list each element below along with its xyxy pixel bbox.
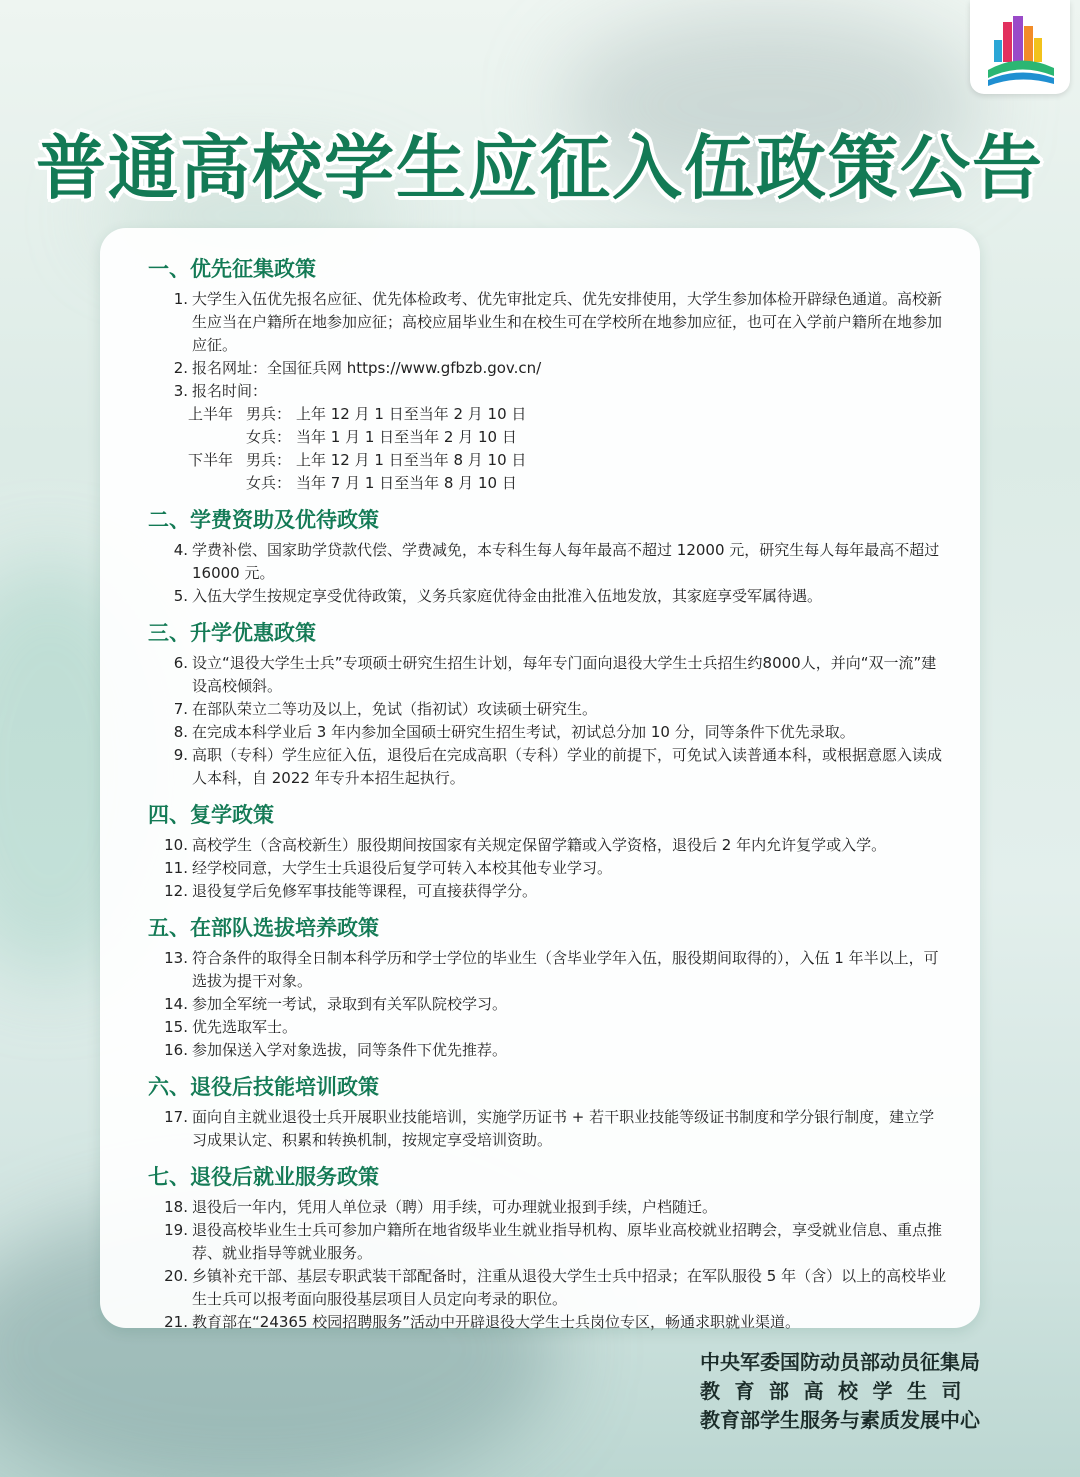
item-number: 1. — [173, 290, 188, 308]
item-text: 教育部在“24365 校园招聘服务”活动中开辟退役大学生士兵岗位专区，畅通求职就业渠道。 — [192, 1313, 801, 1331]
item-number: 5. — [173, 587, 188, 605]
schedule-range: 当年 7 月 1 日至当年 8 月 10 日 — [296, 474, 517, 492]
policy-item — [148, 539, 948, 585]
item-text: 设立“退役大学生士兵”专项硕士研究生招生计划，每年专门面向退役大学生士兵招生约8000人，并向“双一流”建设高校倾斜。 — [192, 654, 937, 695]
item-text: 退役后一年内，凭用人单位录（聘）用手续，可办理就业报到手续，户档随迁。 — [192, 1198, 718, 1216]
policy-item — [148, 1016, 948, 1039]
item-number: 15. — [164, 1018, 188, 1036]
item-text: 退役高校毕业生士兵可参加户籍所在地省级毕业生就业指导机构、原毕业高校就业招聘会，享受就业信息、重点推荐、就业指导等就业服务。 — [192, 1221, 943, 1262]
section-title: 七、退役后就业服务政策 — [148, 1165, 379, 1189]
schedule-half — [188, 472, 246, 495]
policy-item — [148, 1039, 948, 1062]
item-number: 17. — [164, 1108, 188, 1126]
policy-item — [148, 652, 948, 698]
schedule-half: 上半年 — [188, 405, 234, 423]
schedule-range: 上年 12 月 1 日至当年 8 月 10 日 — [296, 451, 527, 469]
city-skyline-logo-icon — [970, 0, 1070, 94]
schedule-row — [148, 426, 948, 449]
schedule-sex: 男兵： — [246, 451, 292, 469]
issuer-block — [700, 1348, 980, 1435]
item-number: 9. — [173, 746, 188, 764]
policy-item — [148, 744, 948, 790]
policy-item — [148, 1265, 948, 1311]
item-text: 报名网址：全国征兵网 https://www.gfbzb.gov.cn/ — [192, 359, 542, 377]
item-number: 8. — [173, 723, 188, 741]
schedule-sex: 男兵： — [246, 405, 292, 423]
item-number: 20. — [164, 1267, 188, 1285]
schedule-range: 上年 12 月 1 日至当年 2 月 10 日 — [296, 405, 527, 423]
item-text: 经学校同意，大学生士兵退役后复学可转入本校其他专业学习。 — [192, 859, 613, 877]
item-number: 11. — [164, 859, 188, 877]
item-number: 6. — [173, 654, 188, 672]
schedule-sex: 女兵： — [246, 474, 292, 492]
item-number: 14. — [164, 995, 188, 1013]
section-title: 二、学费资助及优待政策 — [148, 508, 379, 532]
item-text: 参加保送入学对象选拔，同等条件下优先推荐。 — [192, 1041, 508, 1059]
page-title: 普通高校学生应征入伍政策公告 — [36, 127, 1044, 209]
policy-item — [148, 993, 948, 1016]
policy-item — [148, 947, 948, 993]
item-text: 退役复学后免修军事技能等课程，可直接获得学分。 — [192, 882, 538, 900]
policy-item — [148, 380, 948, 403]
issuer-2: 教育部高校学生司 — [700, 1379, 976, 1403]
item-text: 面向自主就业退役士兵开展职业技能培训，实施学历证书 + 若干职业技能等级证书制度和学分银行制度，建立学习成果认定、积累和转换机制，按规定享受培训资助。 — [192, 1108, 935, 1149]
schedule-row — [148, 472, 948, 495]
logo — [970, 0, 1070, 94]
schedule-half: 下半年 — [188, 451, 234, 469]
section-title: 三、升学优惠政策 — [148, 621, 316, 645]
item-text: 优先选取军士。 — [192, 1018, 298, 1036]
section-title: 一、优先征集政策 — [148, 257, 316, 281]
item-number: 18. — [164, 1198, 188, 1216]
policy-item — [148, 880, 948, 903]
policy-content — [148, 254, 948, 1334]
item-number: 19. — [164, 1221, 188, 1239]
item-text: 大学生入伍优先报名应征、优先体检政考、优先审批定兵、优先安排使用，大学生参加体检开辟绿色通道。高校新生应当在户籍所在地参加应征；高校应届毕业生和在校生可在学校所在地参加应征，也可在入学前户籍所在地参加应征。 — [192, 290, 943, 354]
policy-item — [148, 834, 948, 857]
item-text: 高职（专科）学生应征入伍，退役后在完成高职（专科）学业的前提下，可免试入读普通本科，或根据意愿入读成人本科，自 2022 年专升本招生起执行。 — [192, 746, 943, 787]
item-text: 报名时间： — [192, 382, 268, 400]
issuer-1: 中央军委国防动员部动员征集局 — [700, 1350, 980, 1374]
item-text: 在部队荣立二等功及以上，免试（指初试）攻读硕士研究生。 — [192, 700, 598, 718]
item-text: 乡镇补充干部、基层专职武装干部配备时，注重从退役大学生士兵中招录；在军队服役 5 年（含）以上的高校毕业生士兵可以报考面向服役基层项目人员定向考录的职位。 — [192, 1267, 947, 1308]
item-text: 在完成本科学业后 3 年内参加全国硕士研究生招生考试，初试总分加 10 分，同等条件下优先录取。 — [192, 723, 855, 741]
policy-item — [148, 698, 948, 721]
item-number: 2. — [173, 359, 188, 377]
policy-item — [148, 585, 948, 608]
section-title: 四、复学政策 — [148, 803, 274, 827]
item-number: 4. — [173, 541, 188, 559]
policy-item — [148, 1219, 948, 1265]
policy-card — [100, 228, 980, 1331]
item-number: 3. — [173, 382, 188, 400]
item-text: 参加全军统一考试，录取到有关军队院校学习。 — [192, 995, 508, 1013]
policy-item — [148, 288, 948, 357]
item-text: 入伍大学生按规定享受优待政策，义务兵家庭优待金由批准入伍地发放，其家庭享受军属待遇。 — [192, 587, 823, 605]
policy-item — [148, 1196, 948, 1219]
schedule-row — [148, 449, 948, 472]
schedule-range: 当年 1 月 1 日至当年 2 月 10 日 — [296, 428, 517, 446]
policy-item — [148, 357, 948, 380]
item-number: 7. — [173, 700, 188, 718]
item-number: 16. — [164, 1041, 188, 1059]
policy-item — [148, 1311, 948, 1334]
issuer-3: 教育部学生服务与素质发展中心 — [700, 1408, 980, 1432]
item-text: 高校学生（含高校新生）服役期间按国家有关规定保留学籍或入学资格，退役后 2 年内允许复学或入学。 — [192, 836, 887, 854]
item-number: 13. — [164, 949, 188, 967]
item-number: 12. — [164, 882, 188, 900]
section-title: 六、退役后技能培训政策 — [148, 1075, 379, 1099]
item-text: 符合条件的取得全日制本科学历和学士学位的毕业生（含毕业学年入伍，服役期间取得的），入伍 1 年半以上，可选拔为提干对象。 — [192, 949, 939, 990]
policy-item — [148, 857, 948, 880]
schedule-row — [148, 403, 948, 426]
schedule-sex: 女兵： — [246, 428, 292, 446]
schedule-half — [188, 426, 246, 449]
policy-item — [148, 1106, 948, 1152]
policy-item — [148, 721, 948, 744]
section-title: 五、在部队选拔培养政策 — [148, 916, 379, 940]
item-number: 21. — [164, 1313, 188, 1331]
item-text: 学费补偿、国家助学贷款代偿、学费减免，本专科生每人每年最高不超过 12000 元，研究生每人每年最高不超过 16000 元。 — [192, 541, 940, 582]
item-number: 10. — [164, 836, 188, 854]
